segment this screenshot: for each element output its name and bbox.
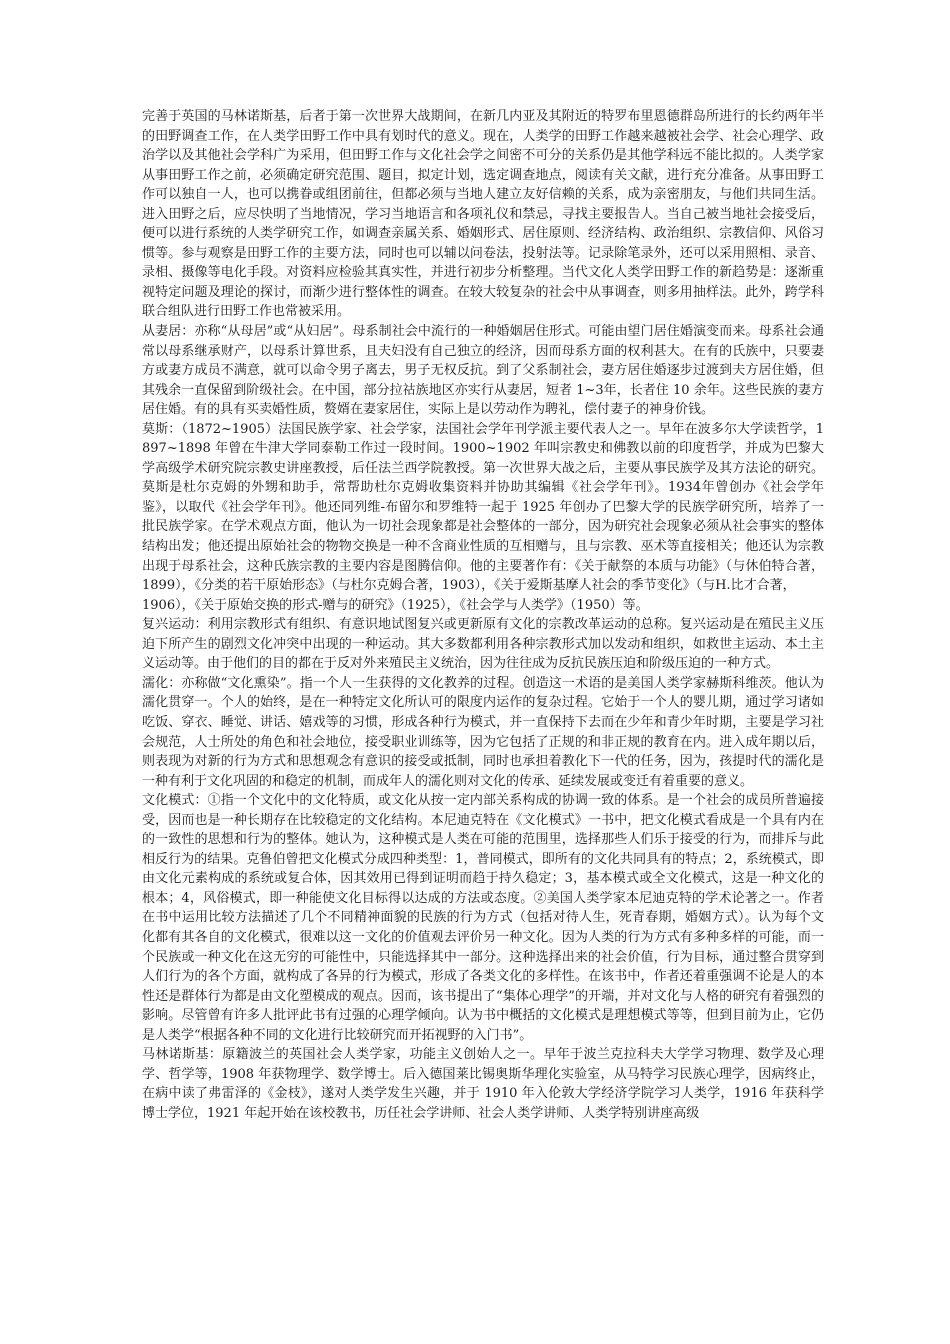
paragraph-mauss-continued: 1906），《关于原始交换的形式-赠与的研究》（1925），《社会学与人类学》（1950）等。 <box>142 597 649 613</box>
paragraph-malinowski: 马林诺斯基：原籍波兰的英国社会人类学家，功能主义创始人之一。早年于波兰克拉科夫大学学习物理、数学及心理学、哲学等，1908 年获物理学、数学博士。后入德国莱比锡奥斯华理化实验室，从马特学习民族心理学，因病终止，在病中读了弗雷泽的《金枝》，遂对人类学发生兴趣，并于 1910 年入伦敦大学经济学院学习人类学，1916 年获科学博士学位，1921 年起开始在该校教书，历任社会学讲师、社会人类学讲师、人类学特别讲座高级 <box>142 1047 824 1121</box>
paragraph-fieldwork: 完善于英国的马林诺斯基，后者于第一次世界大战期间，在新几内亚及其附近的特罗布里恩德群岛所进行的长约两年半的田野调查工作，在人类学田野工作中具有划时代的意义。现在，人类学的田野工作越来越被社会学、社会心理学、政治学以及其他社会学科广为采用，但田野工作与文化社会学之间密不可分的关系仍是其他学科远不能比拟的。人类学家从事田野工作之前，必须确定研究范围、题目，拟定计划，选定调查地点，阅读有关文献，进行充分准备。从事田野工作可以独自一人，也可以携眷或组团前往，但都必须与当地人建立友好信赖的关系，成为亲密朋友，与他们共同生活。进入田野之后，应尽快明了当地情况，学习当地语言和各项礼仪和禁忌，寻找主要报告人。当自己被当地社会接受后，便可以进行系统的人类学研究工作，如调查亲属关系、婚姻形式、居住原则、经济结构、政治组织、宗教信仰、风俗习惯等。参与观察是田野工作的主要方法，同时也可以辅以问卷法，投射法等。记录除笔录外，还可以采用照相、录音、录相、摄像等电化手段。对资料应检验其真实性，并进行初步分析整理。当代文化人类学田野工作的新趋势是：逐渐重视特定问题及理论的探讨，而渐少进行整体性的调查。在较大较复杂的社会中从事调查，则多用抽样法。此外，跨学科联合组队进行田野工作也常被采用。 <box>142 109 824 320</box>
paragraph-revival-movement: 复兴运动：利用宗教形式有组织、有意识地试图复兴或更新原有文化的宗教改革运动的总称。复兴运动是在殖民主义压迫下所产生的剧烈文化冲突中出现的一种运动。其大多数都利用各种宗教形式加以发动和组织，如救世主运动、本土主义运动等。由于他们的目的都在于反对外来殖民主义统治，因为往往成为反抗民族压迫和阶级压迫的一种方式。 <box>142 617 824 672</box>
paragraph-mauss: 莫斯：（1872~1905）法国民族学家、社会学家，法国社会学年刊学派主要代表人之一。早年在波多尔大学读哲学，1897~1898 年曾在牛津大学同泰勒工作过一段时间。1900~1902 年叫宗教史和佛教以前的印度哲学，并成为巴黎大学高级学术研究院宗教史讲座教授，后任法兰西学院教授。第一次世界大战之后，主要从事民族学及其方法论的研究。莫斯是杜尔克姆的外甥和助手，常帮助杜尔克姆收集资料并协助其编辑《社会学年刊》。1934年曾创办《社会学年鉴》，以取代《社会学年刊》。他还同列维-布留尔和罗维特一起于 1925 年创办了巴黎大学的民族学研究所，培养了一批民族学家。在学术观点方面，他认为一切社会现象都是社会整体的一部分，因为研究社会现象必须从社会事实的整体结构出发；他还提出原始社会的物物交换是一种不含商业性质的互相赠与，且与宗教、巫术等直接相关；他还认为宗教出现于母系社会，这种氏族宗教的主要内容是图腾信仰。他的主要著作有：《关于献祭的本质与功能》（与休伯特合著，1899），《分类的若干原始形态》（与杜尔克姆合著，1903），《关于爱斯基摩人社会的季节变化》（与H.比才合著， <box>142 421 824 594</box>
paragraph-cultural-pattern: 文化模式：①指一个文化中的文化特质，或文化从按一定内部关系构成的协调一致的体系。是一个社会的成员所普遍接受，因而也是一种长期存在比较稳定的文化结构。本尼迪克特在《文化模式》一书中，把文化模式看成是一个具有内在的一致性的思想和行为的整体。她认为，这种模式是人类在可能的范围里，选择那些人们乐于接受的行为，而排斥与此相反行为的结果。克鲁伯曾把文化模式分成四种类型：1，普同模式，即所有的文化共同具有的特点；2，系统模式，即由文化元素构成的系统或复合体，因其效用已得到证明而趋于持久稳定；3，基本模式或全文化模式，这是一种文化的根本；4，风俗模式，即一种能使文化目标得以达成的方法或态度。②美国人类学家本尼迪克特的学术论著之一。作者在书中运用比较方法描述了几个不同精神面貌的民族的行为方式（包括对待人生，死青春期，婚姻方式）。认为每个文化都有其各自的文化模式，很难以这一文化的价值观去评价另一种文化。因为人类的行为方式有多种多样的可能，而一个民族或一种文化在这无穷的可能性中，只能选择其中一部分。这种选择出来的社会价值，行为目标，通过整合贯穿到人们行为的各个方面，就构成了各异的行为模式，形成了各类文化的多样性。在该书中，作者还着重强调不论是人的本性还是群体行为都是由文化塑模成的观点。因而，该书提出了“集体心理学”的开端，并对文化与人格的研究有着强烈的影响。尽管曾有许多人批评此书有过强的心理学倾向。认为书中概括的文化模式是理想模式等等，但到目前为止，它仍是人类学“根据各种不同的文化进行比较研究而开拓视野的入门书”。 <box>142 793 824 1043</box>
paragraph-enculturation: 濡化：亦称做“文化熏染”。指一个人一生获得的文化教养的过程。创造这一术语的是美国人类学家赫斯科维茨。他认为濡化贯穿一。个人的始终，是在一种特定文化所认可的限度内运作的复杂过程。它始于一个人的婴儿期，通过学习诸如吃饭、穿衣、睡觉、讲话、嬉戏等的习惯，形成各种行为模式，并一直保持下去而在少年和青少年时期，主要是学习社会规范，人士所处的角色和社会地位，接受职业训练等，因为它包括了正规的和非正规的教育在内。进入成年期以后，则表现为对新的行为方式和思想观念有意识的接受或抵制，同时也承担着教化下一代的任务，因为，孩提时代的濡化是一种有利于文化巩固的和稳定的机制，而成年人的濡化则对文化的传承、延续发展或变迁有着重要的意义。 <box>142 675 824 789</box>
document-body <box>142 107 824 1123</box>
paragraph-matrilocal: 从妻居：亦称“从母居”或“从妇居”。母系制社会中流行的一种婚姻居住形式。可能由望门居住婚演变而来。母系社会通常以母系继承财产，以母系计算世系，且夫妇没有自己独立的经济，因而母系方面的权利甚大。在有的氏族中，只要妻方或妻方成员不满意，就可以命令男子离去，男子无权反抗。到了父系制社会，妻方居住婚逐步过渡到夫方居住婚，但其残余一直保留到阶级社会。在中国，部分拉祜族地区亦实行从妻居，短者 1~3年，长者住 10 余年。这些民族的妻方居住婚。有的具有买卖婚性质，赘婿在妻家居住，实际上是以劳动作为聘礼，偿付妻子的神身价钱。 <box>142 324 824 418</box>
